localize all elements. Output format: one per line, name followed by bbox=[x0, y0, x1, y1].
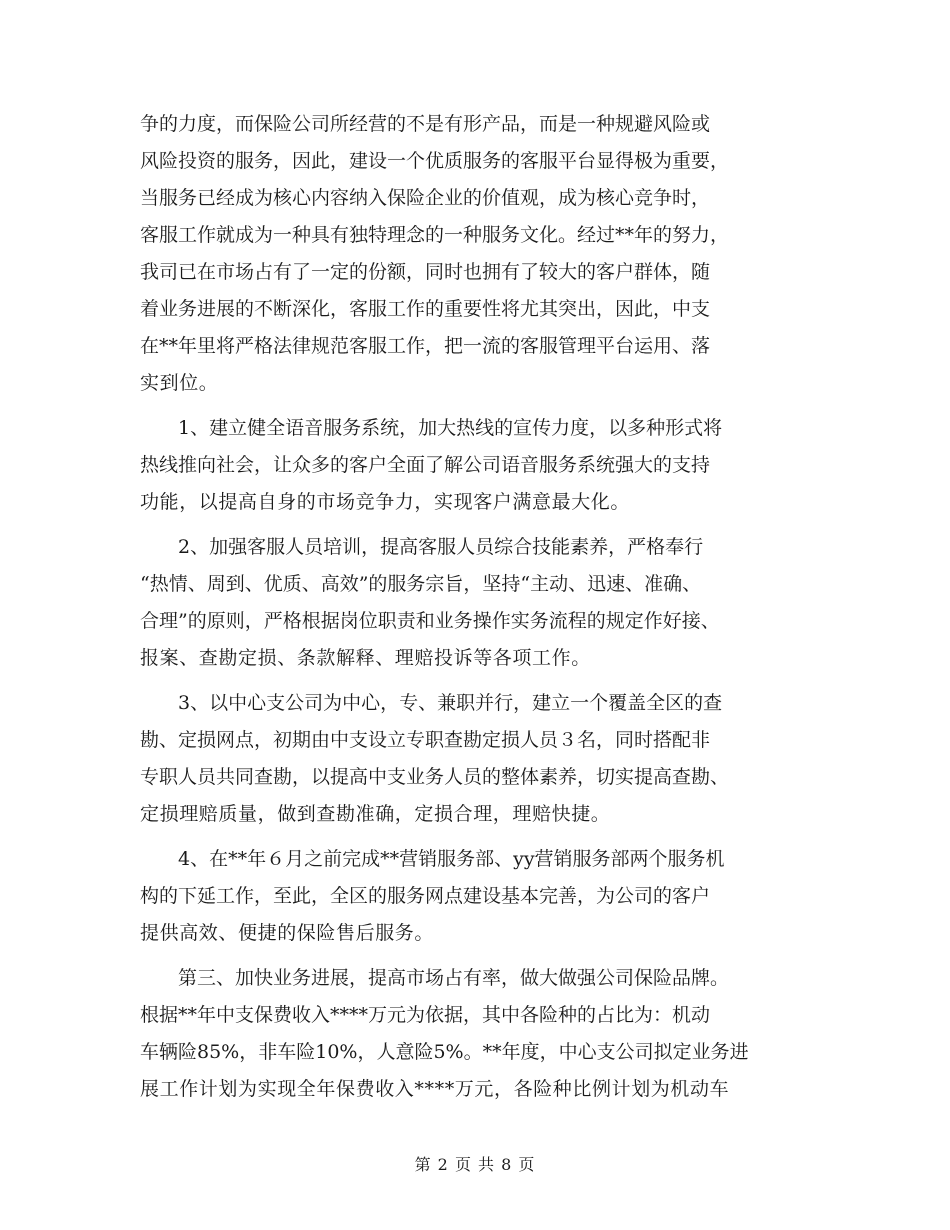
text-line: 在**年里将严格法律规范客服工作，把一流的客服管理平台运用、落 bbox=[140, 335, 711, 357]
text-line: 1、建立健全语音服务系统，加大热线的宣传力度，以多种形式将 bbox=[178, 417, 723, 439]
text-line: 4、在**年６月之前完成**营销服务部、yy营销服务部两个服务机 bbox=[178, 848, 725, 870]
text-line: 实到位。 bbox=[140, 372, 219, 394]
text-line: “热情、周到、优质、高效”的服务宗旨，坚持“主动、迅速、准确、 bbox=[140, 573, 702, 595]
paragraph-gap bbox=[140, 521, 812, 529]
text-line: 勘、定损网点，初期由中支设立专职查勘定损人员３名，同时搭配非 bbox=[140, 729, 711, 751]
text-line: 专职人员共同查勘，以提高中支业务人员的整体素养，切实提高查勘、 bbox=[140, 766, 730, 788]
text-line: 定损理赔质量，做到查勘准确，定损合理，理赔快捷。 bbox=[140, 803, 611, 825]
paragraph-gap bbox=[140, 833, 812, 841]
text-line: 构的下延工作，至此，全区的服务网点建设基本完善，为公司的客户 bbox=[140, 885, 711, 907]
paragraph bbox=[140, 685, 812, 833]
text-line: 第三、加快业务进展，提高市场占有率，做大做强公司保险品牌。 bbox=[178, 967, 730, 989]
text-line: 我司已在市场占有了一定的份额，同时也拥有了较大的客户群体，随 bbox=[140, 261, 711, 283]
text-line: 报案、查勘定损、条款解释、理赔投诉等各项工作。 bbox=[140, 647, 591, 669]
text-line: 展工作计划为实现全年保费收入****万元，各险种比例计划为机动车 bbox=[140, 1078, 730, 1100]
text-line: 客服工作就成为一种具有独特理念的一种服务文化。经过**年的努力， bbox=[140, 224, 730, 246]
paragraph-gap bbox=[140, 952, 812, 960]
paragraph-gap bbox=[140, 402, 812, 410]
text-line: 争的力度，而保险公司所经营的不是有形产品，而是一种规避风险或 bbox=[140, 113, 711, 135]
text-line: 合理”的原则，严格根据岗位职责和业务操作实务流程的规定作好接、 bbox=[140, 610, 720, 632]
text-line: 3、以中心支公司为中心，专、兼职并行，建立一个覆盖全区的查 bbox=[178, 692, 723, 714]
text-line: 根据**年中支保费收入****万元为依据，其中各险种的占比为：机动 bbox=[140, 1004, 711, 1026]
paragraph bbox=[140, 841, 812, 952]
text-line: 2、加强客服人员培训，提高客服人员综合技能素养，严格奉行 bbox=[178, 536, 704, 558]
text-line: 提供高效、便捷的保险售后服务。 bbox=[140, 922, 435, 944]
text-line: 热线推向社会，让众多的客户全面了解公司语音服务系统强大的支持 bbox=[140, 454, 711, 476]
text-line: 风险投资的服务，因此，建设一个优质服务的客服平台显得极为重要， bbox=[140, 150, 730, 172]
paragraph bbox=[140, 410, 812, 521]
page-footer: 第 2 页 共 8 页 bbox=[414, 1155, 536, 1174]
paragraph bbox=[140, 960, 812, 1108]
text-line: 当服务已经成为核心内容纳入保险企业的价值观，成为核心竞争时， bbox=[140, 187, 711, 209]
document-body bbox=[140, 106, 812, 1108]
text-line: 着业务进展的不断深化，客服工作的重要性将尤其突出，因此，中支 bbox=[140, 298, 711, 320]
text-line: 车辆险85%，非车险10%，人意险5%。**年度，中心支公司拟定业务进 bbox=[140, 1041, 749, 1063]
paragraph bbox=[140, 529, 812, 677]
paragraph-gap bbox=[140, 677, 812, 685]
text-line: 功能，以提高自身的市场竞争力，实现客户满意最大化。 bbox=[140, 491, 631, 513]
paragraph bbox=[140, 106, 812, 402]
